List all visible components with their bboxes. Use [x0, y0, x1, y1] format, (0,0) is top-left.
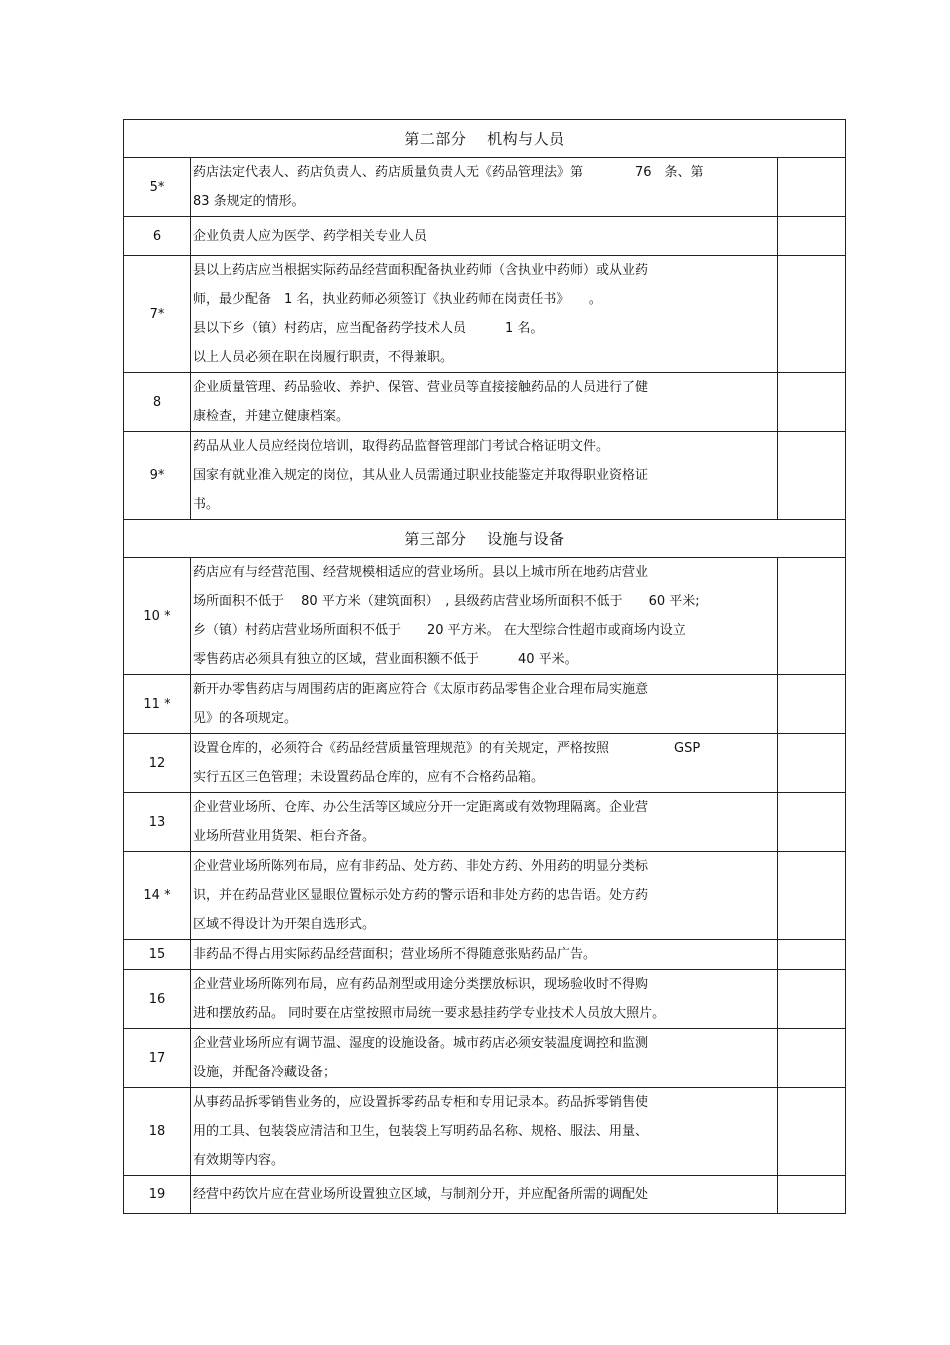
assessment-cell	[778, 940, 846, 970]
requirement-line: 企业营业场所陈列布局，应有药品剂型或用途分类摆放标识，现场验收时不得购	[193, 977, 649, 992]
requirement-line: 进和摆放药品。 同时要在店堂按照市局统一要求悬挂药学专业技术人员放大照片。	[193, 1006, 666, 1021]
table-row	[124, 675, 846, 734]
table-row	[124, 734, 846, 793]
item-requirement	[191, 1029, 778, 1088]
item-requirement	[191, 675, 778, 734]
item-number: 8	[124, 373, 191, 432]
assessment-cell	[778, 734, 846, 793]
assessment-cell	[778, 217, 846, 256]
item-number: 19	[124, 1176, 191, 1214]
item-requirement	[191, 432, 778, 520]
section-header-row	[124, 520, 846, 558]
requirement-line: 药品从业人员应经岗位培训，取得药品监督管理部门考试合格证明文件。	[193, 439, 610, 454]
requirement-line: 用的工具、包装袋应清洁和卫生，包装袋上写明药品名称、规格、服法、用量、	[193, 1124, 649, 1139]
item-number: 7*	[124, 256, 191, 373]
requirement-line: 业场所营业用货架、柜台齐备。	[193, 829, 376, 844]
item-requirement	[191, 970, 778, 1029]
item-requirement	[191, 558, 778, 675]
assessment-cell	[778, 558, 846, 675]
requirement-line: 乡（镇）村药店营业场所面积不低于 20 平方米。 在大型综合性超市或商场内设立	[193, 623, 686, 638]
item-number: 16	[124, 970, 191, 1029]
table-row	[124, 432, 846, 520]
requirement-line: 有效期等内容。	[193, 1153, 285, 1168]
requirement-line: 场所面积不低于 80 平方米（建筑面积） , 县级药店营业场所面积不低于 60 平米;	[193, 594, 700, 609]
item-number: 10 *	[124, 558, 191, 675]
requirement-line: 企业营业场所、仓库、办公生活等区域应分开一定距离或有效物理隔离。企业营	[193, 800, 649, 815]
requirement-line: 区域不得设计为开架自选形式。	[193, 917, 376, 932]
requirement-line: 零售药店必须具有独立的区域，营业面积额不低于 40 平米。	[193, 652, 578, 667]
table-row	[124, 1029, 846, 1088]
item-number: 14 *	[124, 852, 191, 940]
requirement-line: 以上人员必须在职在岗履行职责，不得兼职。	[193, 350, 454, 365]
requirement-line: 设置仓库的，必须符合《药品经营质量管理规范》的有关规定，严格按照 GSP	[193, 741, 701, 756]
table-row	[124, 217, 846, 256]
requirement-line: 非药品不得占用实际药品经营面积；营业场所不得随意张贴药品广告。	[193, 947, 597, 962]
table-body	[124, 120, 846, 1214]
requirement-line: 师，最少配备 1 名，执业药师必须签订《执业药师在岗责任书》 。	[193, 292, 602, 307]
item-requirement	[191, 256, 778, 373]
requirement-line: 见》的各项规定。	[193, 711, 298, 726]
section-title: 第二部分 机构与人员	[124, 120, 846, 158]
table-row	[124, 852, 846, 940]
item-number: 9*	[124, 432, 191, 520]
table-row	[124, 970, 846, 1029]
assessment-cell	[778, 970, 846, 1029]
assessment-cell	[778, 852, 846, 940]
requirement-line: 企业营业场所陈列布局，应有非药品、处方药、非处方药、外用药的明显分类标	[193, 859, 649, 874]
table-row	[124, 940, 846, 970]
item-requirement	[191, 217, 778, 256]
assessment-cell	[778, 373, 846, 432]
table-row	[124, 256, 846, 373]
item-number: 12	[124, 734, 191, 793]
requirement-line: 县以下乡（镇）村药店，应当配备药学技术人员 1 名。	[193, 321, 544, 336]
table-row	[124, 793, 846, 852]
assessment-cell	[778, 432, 846, 520]
assessment-cell	[778, 793, 846, 852]
table-row	[124, 1176, 846, 1214]
requirement-line: 从事药品拆零销售业务的，应设置拆零药品专柜和专用记录本。药品拆零销售使	[193, 1095, 649, 1110]
assessment-cell	[778, 1029, 846, 1088]
requirement-line: 药店应有与经营范围、经营规模相适应的营业场所。县以上城市所在地药店营业	[193, 565, 649, 580]
requirement-line: 国家有就业准入规定的岗位，其从业人员需通过职业技能鉴定并取得职业资格证	[193, 468, 649, 483]
assessment-cell	[778, 675, 846, 734]
requirement-line: 企业营业场所应有调节温、湿度的设施设备。城市药店必须安装温度调控和监测	[193, 1036, 649, 1051]
item-number: 17	[124, 1029, 191, 1088]
table-row	[124, 1088, 846, 1176]
item-number: 13	[124, 793, 191, 852]
item-requirement	[191, 373, 778, 432]
requirement-line: 企业负责人应为医学、药学相关专业人员	[193, 228, 428, 244]
requirement-line: 企业质量管理、药品验收、养护、保管、营业员等直接接触药品的人员进行了健	[193, 380, 649, 395]
assessment-cell	[778, 1176, 846, 1214]
item-requirement	[191, 158, 778, 217]
section-title: 第三部分 设施与设备	[124, 520, 846, 558]
item-number: 15	[124, 940, 191, 970]
item-number: 11 *	[124, 675, 191, 734]
requirement-line: 县以上药店应当根据实际药品经营面积配备执业药师（含执业中药师）或从业药	[193, 263, 649, 278]
assessment-cell	[778, 256, 846, 373]
requirement-line: 新开办零售药店与周围药店的距离应符合《太原市药品零售企业合理布局实施意	[193, 682, 649, 697]
requirement-line: 识，并在药品营业区显眼位置标示处方药的警示语和非处方药的忠告语。处方药	[193, 888, 649, 903]
item-requirement	[191, 940, 778, 970]
item-number: 5*	[124, 158, 191, 217]
table-row	[124, 373, 846, 432]
table-row	[124, 158, 846, 217]
item-number: 6	[124, 217, 191, 256]
requirement-line: 经营中药饮片应在营业场所设置独立区域，与制剂分开，并应配备所需的调配处	[193, 1187, 649, 1202]
item-requirement	[191, 793, 778, 852]
requirement-line: 实行五区三色管理；未设置药品仓库的，应有不合格药品箱。	[193, 770, 545, 785]
item-number: 18	[124, 1088, 191, 1176]
requirement-line: 83 条规定的情形。	[193, 194, 305, 209]
requirement-line: 设施，并配备冷藏设备；	[193, 1065, 337, 1080]
table-row	[124, 558, 846, 675]
section-header-row	[124, 120, 846, 158]
inspection-checklist-table	[123, 119, 846, 1214]
requirement-line: 书。	[193, 497, 220, 512]
item-requirement	[191, 852, 778, 940]
item-requirement	[191, 734, 778, 793]
assessment-cell	[778, 158, 846, 217]
requirement-line: 康检查，并建立健康档案。	[193, 409, 350, 424]
assessment-cell	[778, 1088, 846, 1176]
item-requirement	[191, 1176, 778, 1214]
item-requirement	[191, 1088, 778, 1176]
requirement-line: 药店法定代表人、药店负责人、药店质量负责人无《药品管理法》第 76 条、第	[193, 165, 704, 180]
